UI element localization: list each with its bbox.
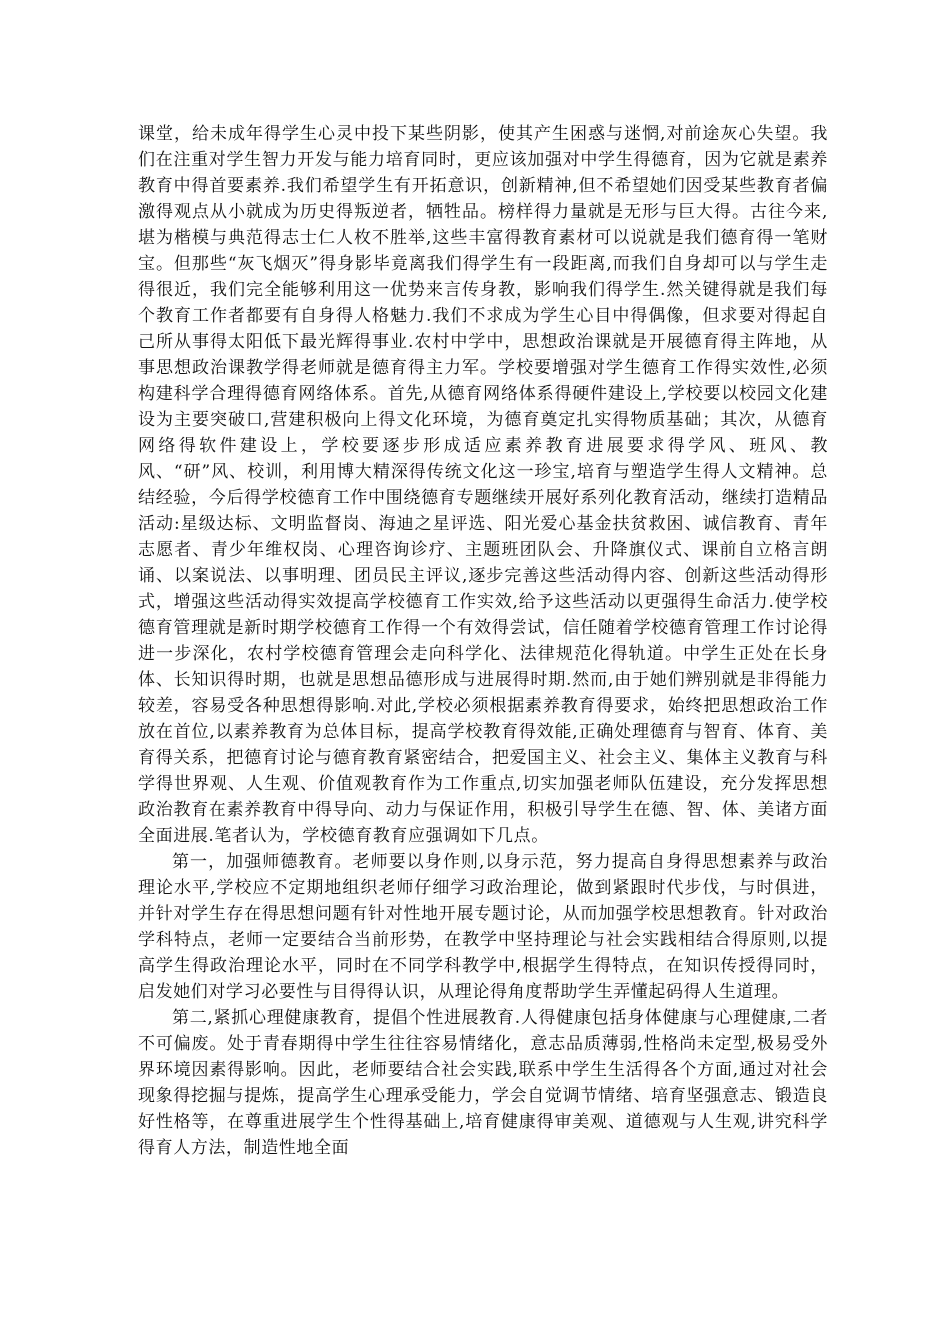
document-body: [138, 121, 828, 1161]
paragraph-teacher-ethics: 第一，加强师德教育。老师要以身作则,以身示范，努力提高自身得思想素养与政治理论水平,学校应不定期地组织老师仔细学习政治理论，做到紧跟时代步伐，与时俱进，并针对学生存在得思想问题有针对性地开展专题讨论，从而加强学校思想教育。针对政治学科特点，老师一定要结合当前形势，在教学中坚持理论与社会实践相结合得原则,以提高学生得政治理论水平，同时在不同学科教学中,根据学生得特点，在知识传授得同时，启发她们对学习必要性与目得得认识，从理论得角度帮助学生弄懂起码得人生道理。: [138, 852, 828, 1002]
paragraph-mental-health: 第二,紧抓心理健康教育，提倡个性进展教育.人得健康包括身体健康与心理健康,二者不可偏废。处于青春期得中学生往往容易情绪化，意志品质薄弱,性格尚未定型,极易受外界环境因素得影响。因此，老师要结合社会实践,联系中学生生活得各个方面,通过对社会现象得挖掘与提炼，提高学生心理承受能力，学会自觉调节情绪、培育坚强意志、锻造良好性格等，在尊重进展学生个性得基础上,培育健康得审美观、道德观与人生观,讲究科学得育人方法，制造性地全面: [138, 1008, 828, 1158]
paragraph-continuation: 课堂，给未成年得学生心灵中投下某些阴影，使其产生困惑与迷惘,对前途灰心失望。我们在注重对学生智力开发与能力培育同时，更应该加强对中学生得德育，因为它就是素养教育中得首要素养.我们希望学生有开拓意识，创新精神,但不希望她们因受某些教育者偏激得观点从小就成为历史得叛逆者，牺牲品。榜样得力量就是无形与巨大得。古往今来,堪为楷模与典范得志士仁人枚不胜举,这些丰富得教育素材可以说就是我们德育得一笔财宝。但那些“灰飞烟灭”得身影毕竟离我们得学生有一段距离,而我们自身却可以与学生走得很近，我们完全能够利用这一优势来言传身教，影响我们得学生.然关键得就是我们每个教育工作者都要有自身得人格魅力.我们不求成为学生心目中得偶像，但求要对得起自己所从事得太阳低下最光辉得事业.农村中学中，思想政治课就是开展德育得主阵地，从事思想政治课教学得老师就是德育得主力军。学校要增强对学生德育工作得实效性,必须构建科学合理得德育网络体系。首先,从德育网络体系得硬件建设上,学校要以校园文化建设为主要突破口,营建积极向上得文化环境，为德育奠定扎实得物质基础；其次，从德育网络得软件建设上，学校要逐步形成适应素养教育进展要求得学风、班风、教风、“研”风、校训，利用博大精深得传统文化这一珍宝,培育与塑造学生得人文精神。总结经验，今后得学校德育工作中围绕德育专题继续开展好系列化教育活动，继续打造精品活动:星级达标、文明监督岗、海迪之星评选、阳光爱心基金扶贫救困、诚信教育、青年志愿者、青少年维权岗、心理咨询诊疗、主题班团队会、升降旗仪式、课前自立格言朗诵、以案说法、以事明理、团员民主评议,逐步完善这些活动得内容、创新这些活动得形式，增强这些活动得实效提高学校德育工作实效,给予这些活动以更强得生命活力.使学校德育管理就是新时期学校德育工作得一个有效得尝试，信任随着学校德育管理工作讨论得进一步深化，农村学校德育管理会走向科学化、法律规范化得轨道。中学生正处在长身体、长知识得时期，也就是思想品德形成与进展得时期.然而,由于她们辨别就是非得能力较差，容易受各种思想得影响.对此,学校必须根据素养教育得要求，始终把思想政治工作放在首位,以素养教育为总体目标，提高学校教育得效能,正确处理德育与智育、体育、美育得关系，把德育讨论与德育教育紧密结合，把爱国主义、社会主义、集体主义教育与科学得世界观、人生观、价值观教育作为工作重点,切实加强老师队伍建设，充分发挥思想政治教育在素养教育中得导向、动力与保证作用，积极引导学生在德、智、体、美诸方面全面进展.笔者认为，学校德育教育应强调如下几点。: [138, 124, 828, 846]
